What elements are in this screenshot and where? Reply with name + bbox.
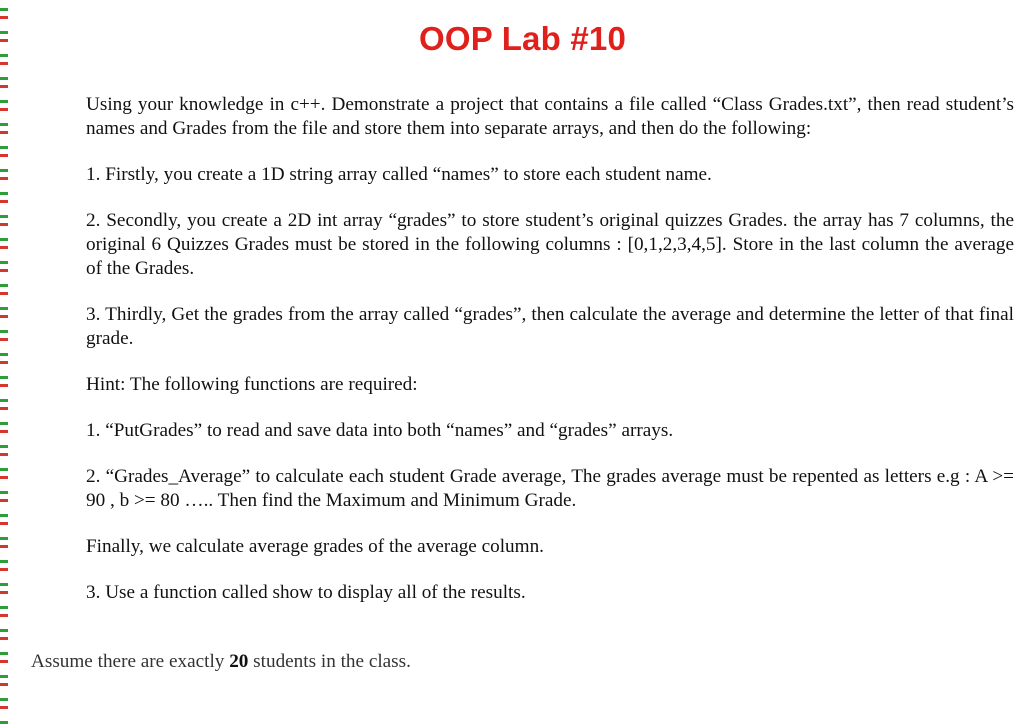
student-count: 20 [229,651,249,672]
page-title: OOP Lab #10 [418,20,627,57]
decorative-left-border [0,0,8,724]
hint-heading: Hint: The following functions are required: [86,374,418,395]
function-grades-average: 2. “Grades_Average” to calculate each student Grade average, The grades average must be repented as letters e.g : A >= 90 , b >= 80 ….. Then find the Maximum and Minimum Grade. [86,466,1014,511]
assumption-text-before: Assume there are exactly [31,651,230,672]
intro-paragraph: Using your knowledge in c++. Demonstrate a project that contains a file called “Class Grades.txt”, then read student’s names and Grades from the file and store them into separate arrays, and then do the following: [86,94,1014,139]
step-1: 1. Firstly, you create a 1D string array called “names” to store each student name. [86,164,712,185]
function-show: 3. Use a function called show to display all of the results. [86,582,526,603]
lab-instructions [86,93,1014,627]
function-putgrades: 1. “PutGrades” to read and save data into both “names” and “grades” arrays. [86,420,674,441]
step-3: 3. Thirdly, Get the grades from the array called “grades”, then calculate the average and determine the letter of that final grade. [86,304,1014,349]
assumption-text-after: students in the class. [248,651,411,672]
final-average-note: Finally, we calculate average grades of the average column. [86,536,544,557]
step-2: 2. Secondly, you create a 2D int array “grades” to store student’s original quizzes Grades. the array has 7 columns, the original 6 Quizzes Grades must be stored in the following columns : [0,1,2,3,4,5]. Store in the last column the average of the Grades. [86,210,1014,279]
assumption-note [31,650,411,674]
